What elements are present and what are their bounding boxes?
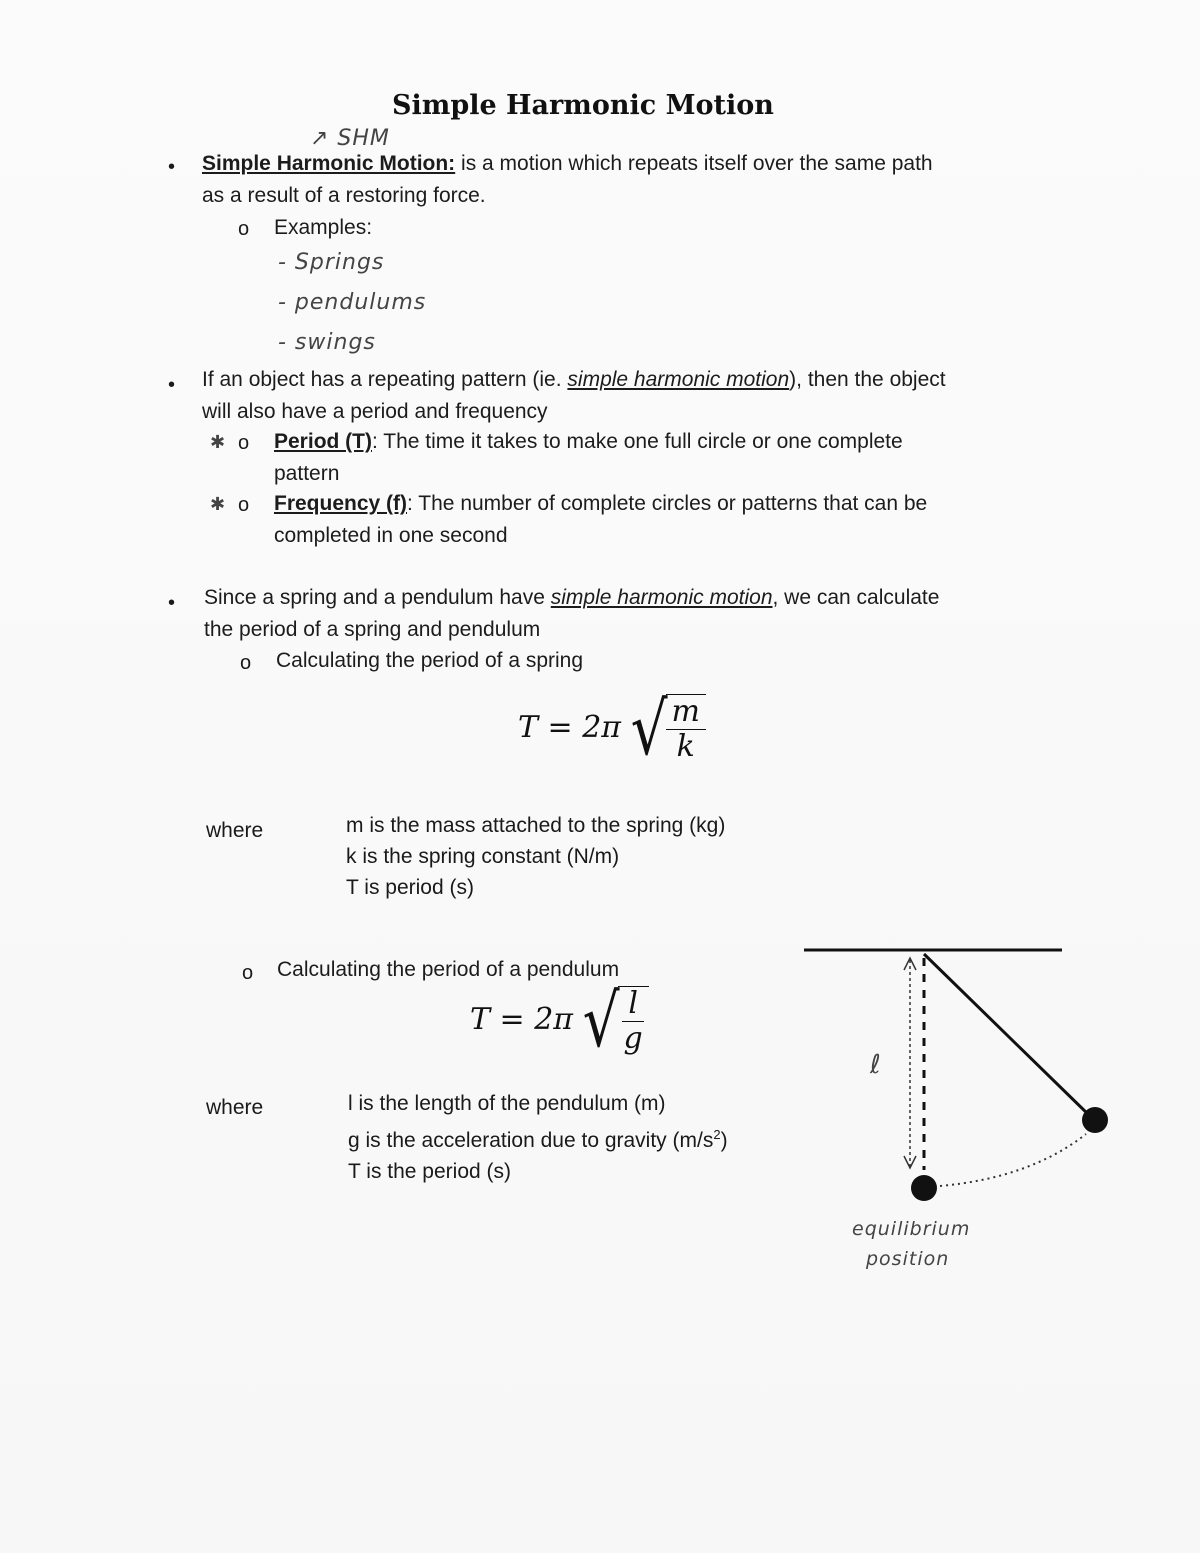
pendulum-diagram [790,930,1130,1220]
intro-line2: the period of a spring and pendulum [204,618,541,641]
pendulum-heading: Calculating the period of a pendulum [277,958,620,981]
pendulum-string [924,954,1092,1118]
pendulum-variables [348,1088,728,1187]
frequency-term: Frequency (f) [274,492,408,515]
circle-bullet-spring: o [240,652,252,674]
shm-def-line1: is a motion which repeats itself over the same path [455,152,933,175]
spring-pendulum-intro [204,582,1104,646]
circle-bullet-pendulum: o [242,962,254,984]
gravity-exponent: 2 [713,1127,721,1142]
example-springs: - Springs [278,250,385,275]
pendulum-sqrt [582,978,649,1064]
equilibrium-label-line1: equilibrium [852,1218,971,1240]
gravity-close-paren: ) [720,1129,728,1152]
period-def-line1: : The time it takes to make one full circle or one complete [372,430,903,453]
frequency-definition [274,488,1094,552]
repeating-pattern-text [202,364,1102,428]
spring-where-label: where [206,819,264,842]
period-term: Period (T) [274,430,372,453]
intro-line1-post: , we can calculate [772,586,940,609]
repeating-line2: will also have a period and frequency [202,400,548,423]
circle-bullet-examples: o [238,218,250,240]
repeating-line1-post: ), then the object [789,368,946,391]
period-definition [274,426,1094,490]
pendulum-var-gravity [348,1119,728,1156]
intro-line1-pre: Since a spring and a pendulum have [204,586,551,609]
shm-term: Simple Harmonic Motion: [202,152,456,175]
spring-numerator: m [666,695,706,730]
star-mark-period: ✱ [210,432,227,453]
shm-definition [202,148,1082,212]
swing-arc [940,1134,1086,1186]
circle-bullet-frequency: o [238,494,250,516]
sqrt-sign: √ [630,686,668,772]
repeating-line1-em: simple harmonic motion [567,368,790,391]
pendulum-bob [1082,1107,1108,1133]
spring-sqrt [630,686,706,772]
examples-label: Examples: [274,216,373,239]
period-def-line2: pattern [274,462,340,485]
shm-def-line2: as a result of a restoring force. [202,184,486,207]
pendulum-denominator: g [623,1021,643,1056]
spring-denominator: k [676,729,695,764]
pendulum-var-period: T is the period (s) [348,1160,512,1183]
spring-formula-lhs: T = 2π [518,710,622,745]
spring-var-constant: k is the spring constant (N/m) [346,845,620,868]
spring-var-period: T is period (s) [346,876,474,899]
example-swings: - swings [278,330,376,355]
pendulum-period-formula [470,978,649,1064]
circle-bullet-period: o [238,432,250,454]
spring-var-mass: m is the mass attached to the spring (kg) [346,814,726,837]
pendulum-where-label: where [206,1096,264,1119]
spring-period-formula [518,686,706,772]
star-mark-frequency: ✱ [210,494,227,515]
spring-variables [346,810,725,903]
bullet-1: • [168,156,176,178]
bullet-3: • [168,592,176,614]
sqrt-sign: √ [582,978,620,1064]
frequency-def-line1: : The number of complete circles or patterns that can be [407,492,928,515]
equilibrium-bob [911,1175,937,1201]
equilibrium-label-line2: position [866,1248,950,1270]
pendulum-fraction [618,986,649,1056]
bullet-2: • [168,374,176,396]
pendulum-var-length: l is the length of the pendulum (m) [348,1092,666,1115]
spring-fraction [666,694,706,764]
pendulum-numerator: l [622,987,644,1022]
length-label: ℓ [870,1050,882,1080]
gravity-text: g is the acceleration due to gravity (m/s [348,1129,714,1152]
intro-line1-em: simple harmonic motion [550,586,773,609]
repeating-line1-pre: If an object has a repeating pattern (ie. [202,368,568,391]
shm-annotation: ↗ SHM [310,126,390,151]
page-title: Simple Harmonic Motion [392,90,774,121]
example-pendulums: - pendulums [278,290,427,315]
frequency-def-line2: completed in one second [274,524,508,547]
pendulum-formula-lhs: T = 2π [470,1002,574,1037]
spring-heading: Calculating the period of a spring [276,649,584,672]
